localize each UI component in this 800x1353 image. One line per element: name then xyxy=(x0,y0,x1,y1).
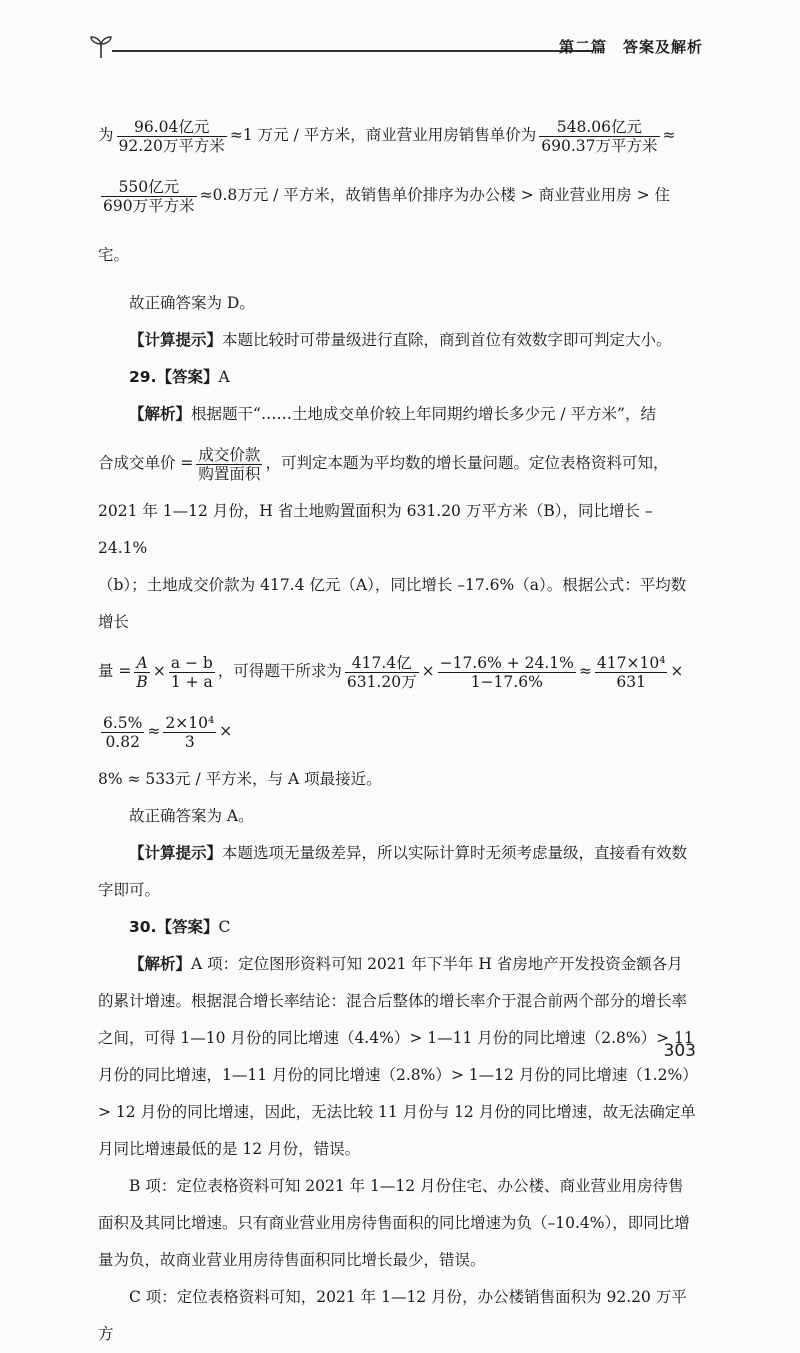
numerator: 550亿元 xyxy=(101,178,197,197)
text-segment: 合成交单价 = xyxy=(98,454,194,472)
denominator: 3 xyxy=(184,732,195,751)
denominator: 631.20万 xyxy=(346,672,417,691)
text-segment: 量 = xyxy=(98,662,132,680)
numerator: 548.06亿元 xyxy=(539,118,659,137)
formula-line xyxy=(98,641,698,761)
fraction xyxy=(101,714,144,751)
times-sign: × xyxy=(670,662,684,680)
times-sign: × xyxy=(219,722,233,740)
approx-sign: ≈ xyxy=(578,662,592,680)
numerator: 96.04亿元 xyxy=(117,118,227,137)
text-segment: A 项：定位图形资料可知 2021 年下半年 H 省房地产开发投资金额各月的累计增速。根据混合增长率结论：混合后整体的增长率介于混合前两个部分的增长率之间，可得 1—10 月份的同比增速（4.4%）> 1—11 月份的同比增速（2.8%）> 11 月份的同比增速，1—11 月份的同比增速（2.8%）> 1—12 月份的同比增速（1.2%）> 12 月份的同比增速，因此，无法比较 11 月份与 12 月份的同比增速，故无法确定单月同比增速最低的是 12 月份，错误。 xyxy=(98,955,698,1158)
header-rule xyxy=(112,50,593,52)
explanation-label: 【解析】 xyxy=(129,955,192,973)
denominator: 0.82 xyxy=(105,732,140,751)
calc-line-1 xyxy=(98,105,698,165)
fraction xyxy=(169,654,215,691)
denominator: 1 + a xyxy=(170,672,213,691)
text-segment: 为 xyxy=(98,126,114,144)
text-segment: ≈ xyxy=(662,126,676,144)
answer-value: C xyxy=(218,918,231,936)
question-29-answer xyxy=(98,359,698,396)
explanation-30-a xyxy=(98,946,698,1168)
page-number: 303 xyxy=(663,1041,696,1061)
fraction xyxy=(134,654,149,691)
numerator: −17.6% + 24.1% xyxy=(439,653,574,672)
times-sign: × xyxy=(421,662,435,680)
explanation-29-line-3: 2021 年 1—12 月份，H 省土地购置面积为 631.20 万平方米（B），同比增长 –24.1% xyxy=(98,502,653,557)
denominator: 购置面积 xyxy=(198,464,261,483)
denominator: 92.20万平方米 xyxy=(118,136,225,155)
calc-line-2 xyxy=(98,165,698,285)
explanation-29-line-2 xyxy=(98,433,698,493)
explanation-29-line-6: 8% ≈ 533元 / 平方米，与 A 项最接近。 xyxy=(98,770,382,788)
tip-text: 本题比较时可带量级进行直除，商到首位有效数字即可判定大小。 xyxy=(222,331,672,349)
denominator: 1−17.6% xyxy=(470,672,543,691)
explanation-label: 【解析】 xyxy=(129,405,192,423)
var-b: B xyxy=(136,672,148,691)
numerator xyxy=(134,654,149,673)
explanation-29-line-4: （b）；土地成交价款为 417.4 亿元（A），同比增长 –17.6%（a）。根据公式：平均数增长 xyxy=(98,576,687,631)
answer-value: A xyxy=(218,368,230,386)
numerator: 6.5% xyxy=(103,713,143,732)
numerator: 成交价款 xyxy=(198,445,261,464)
text-segment: ，可判定本题为平均数的增长量问题。定位表格资料可知， xyxy=(265,454,669,472)
numerator: 417×10⁴ xyxy=(596,653,666,672)
answer-line: 故正确答案为 A。 xyxy=(129,807,254,825)
tip-label: 【计算提示】 xyxy=(129,844,223,862)
page-content xyxy=(98,105,698,1353)
denominator xyxy=(134,673,149,691)
var-a: A xyxy=(136,653,148,672)
approx-sign: ≈ xyxy=(147,722,161,740)
fraction xyxy=(539,118,659,155)
explanation-29-line-1 xyxy=(98,396,698,433)
times-sign: × xyxy=(152,662,166,680)
denominator: 690.37万平方米 xyxy=(541,136,658,155)
fraction xyxy=(438,654,576,691)
text-segment: ≈1 万元 / 平方米，商业营业用房销售单价为 xyxy=(229,126,537,144)
text-segment: 根据题干“……土地成交单价较上年同期约增长多少元 / 平方米”，结 xyxy=(191,405,656,423)
answer-line: 故正确答案为 D。 xyxy=(129,294,255,312)
tip-text: 本题选项无量级差异，所以实际计算时无须考虑量级，直接看有效数字即可。 xyxy=(98,844,688,899)
denominator: 631 xyxy=(616,672,646,691)
calc-tip xyxy=(98,322,698,359)
answer-label: 30.【答案】 xyxy=(129,918,219,936)
fraction xyxy=(101,178,197,215)
explanation-30-c: C 项：定位表格资料可知，2021 年 1—12 月份，办公楼销售面积为 92.20 万平方 xyxy=(98,1288,687,1343)
numerator: 2×10⁴ xyxy=(165,713,215,732)
explanation-30-b: B 项：定位表格资料可知 2021 年 1—12 月份住宅、办公楼、商业营业用房待售面积及其同比增速。只有商业营业用房待售面积的同比增速为负（–10.4%），即同比增量为负，故商业营业用房待售面积同比增长最少，错误。 xyxy=(98,1177,690,1269)
numerator: a − b xyxy=(170,653,213,672)
numerator: 417.4亿 xyxy=(345,654,419,673)
fraction xyxy=(196,446,262,483)
sprout-icon xyxy=(88,34,114,60)
fraction xyxy=(163,714,216,751)
denominator: 690万平方米 xyxy=(103,196,195,215)
answer-label: 29.【答案】 xyxy=(129,368,219,386)
fraction xyxy=(117,118,227,155)
text-segment: ≈0.8万元 / 平方米，故销售单价排序为办公楼 > 商业营业用房 > 住宅。 xyxy=(98,186,670,264)
text-segment: ，可得题干所求为 xyxy=(217,662,342,680)
tip-label: 【计算提示】 xyxy=(129,331,223,349)
fraction xyxy=(345,654,419,691)
fraction xyxy=(595,654,668,691)
section-title: 第二篇 答案及解析 xyxy=(558,38,703,56)
question-30-answer xyxy=(98,909,698,946)
page-header xyxy=(88,30,703,70)
calc-tip xyxy=(98,835,698,909)
